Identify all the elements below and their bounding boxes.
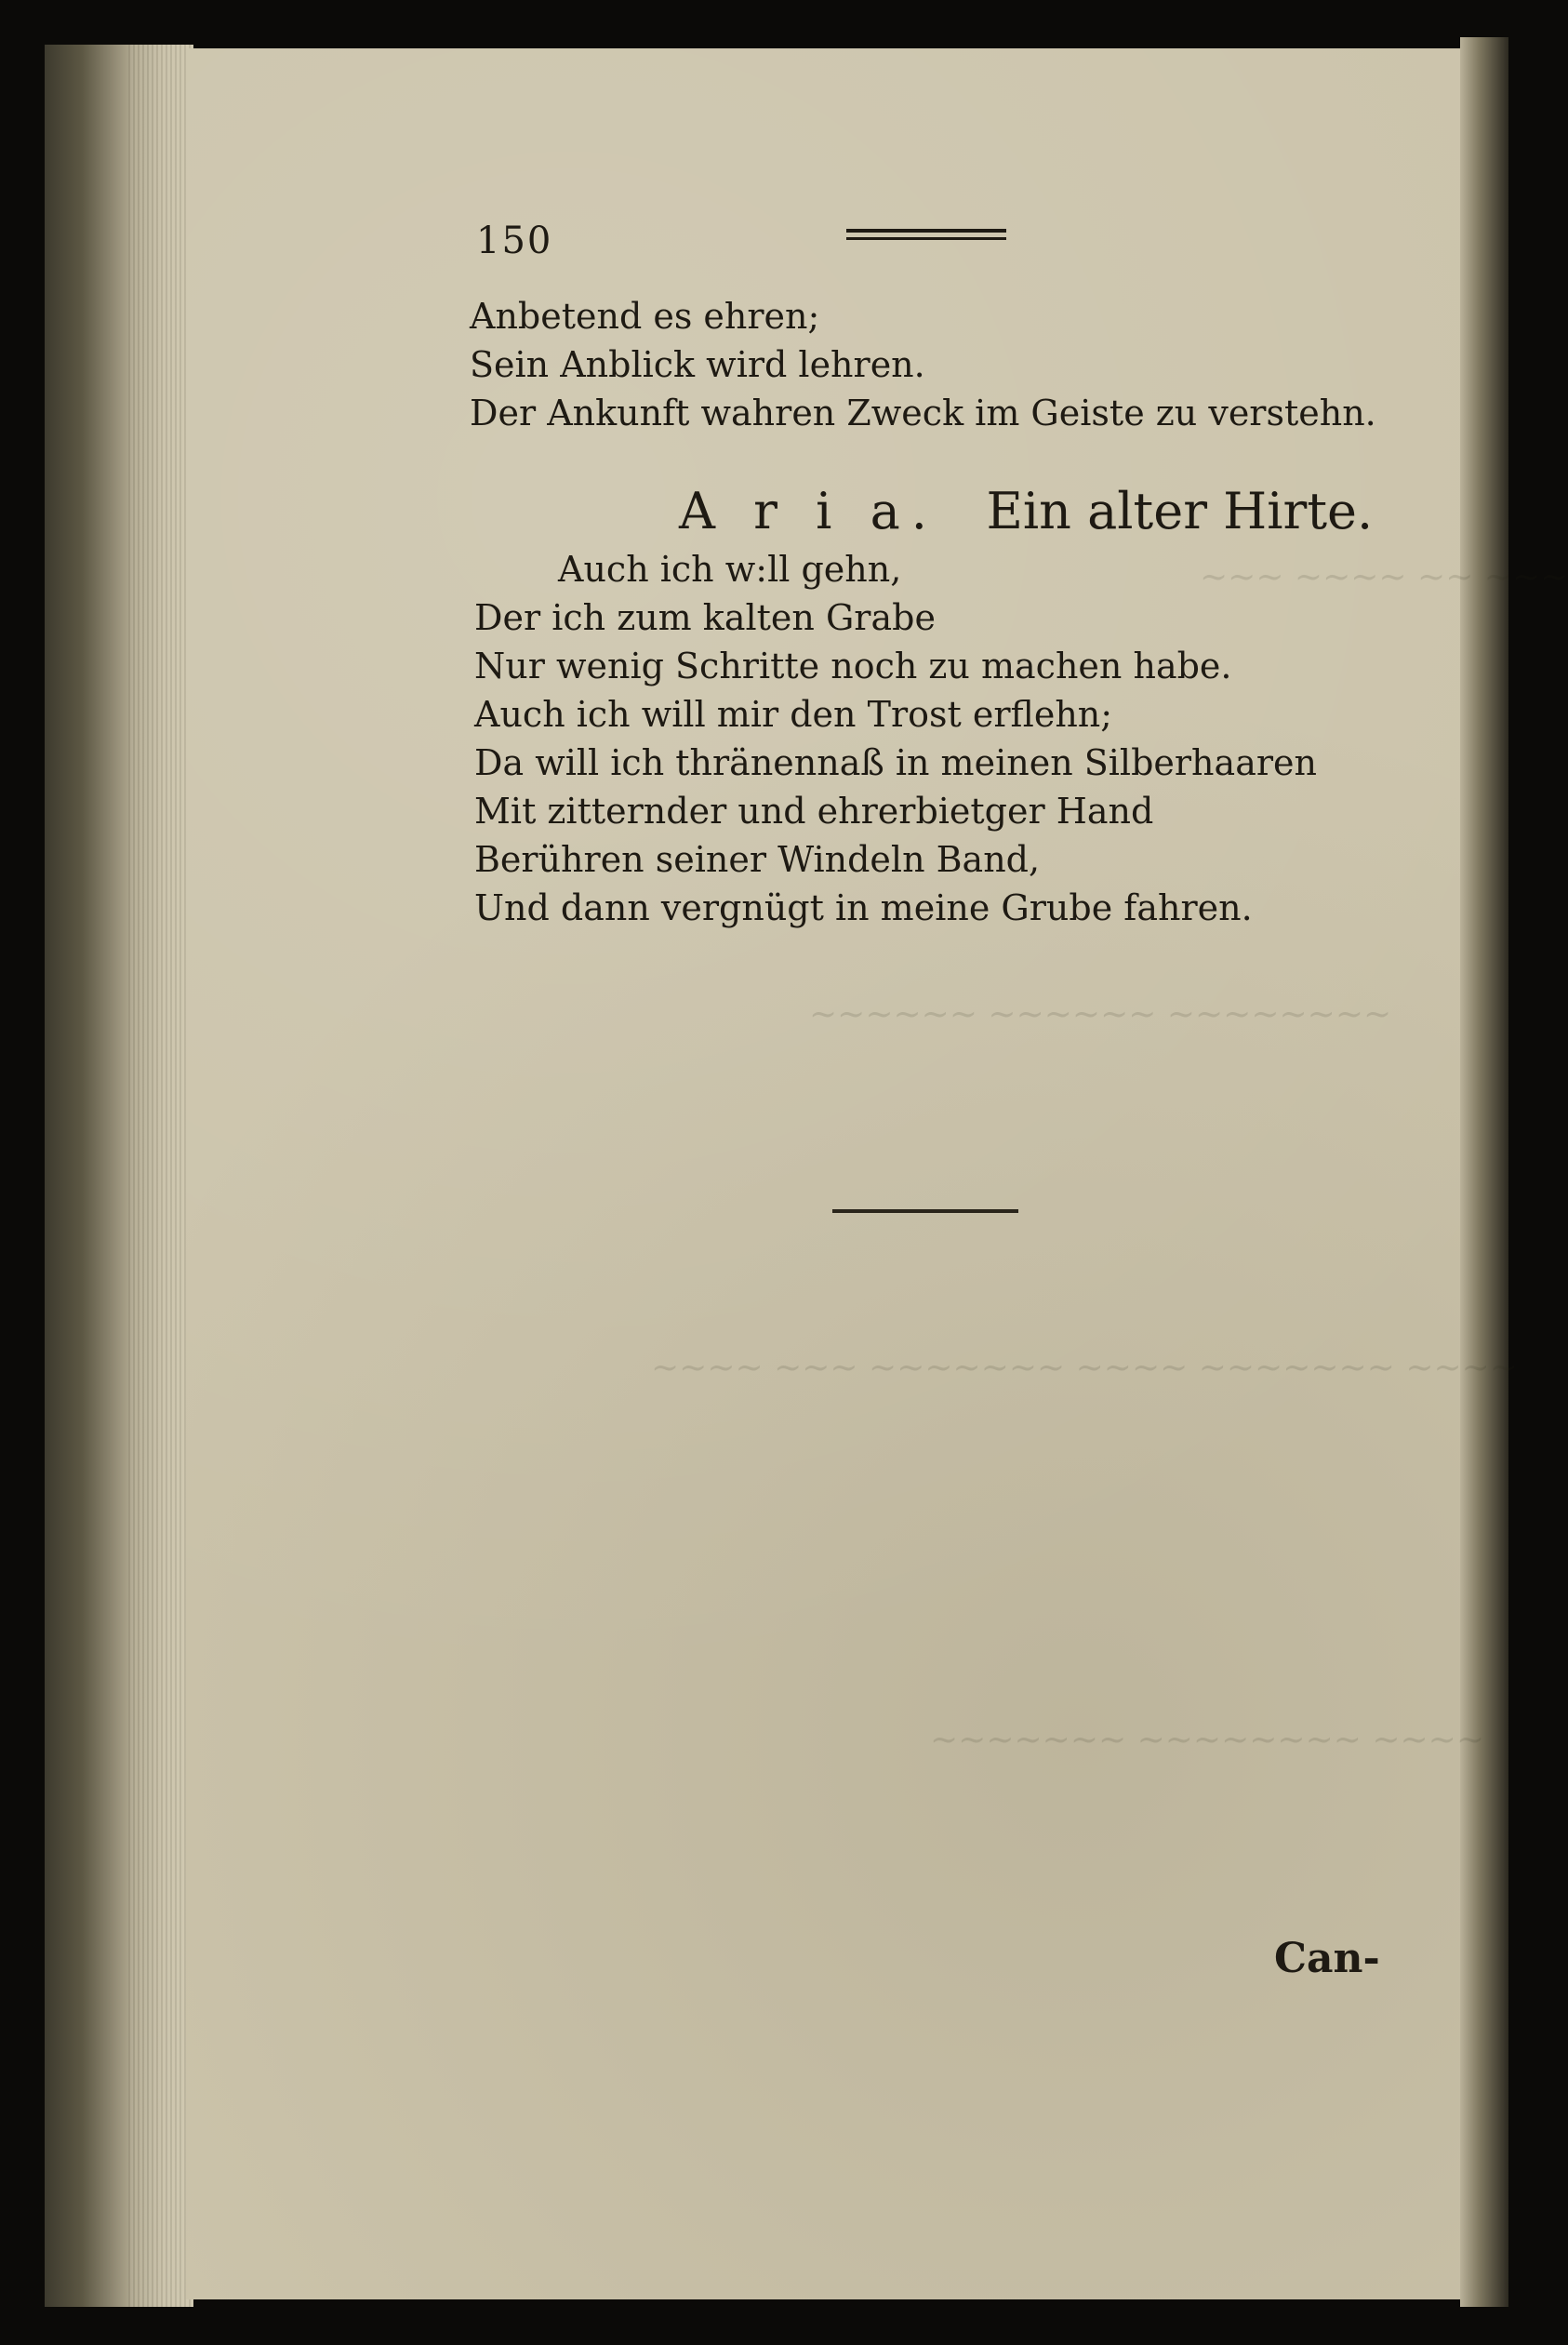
- aria-line: Auch ich will mir den Trost erflehn;: [474, 694, 1113, 735]
- aria-speaker: Ein alter Hirte.: [986, 482, 1374, 540]
- verse-line: Anbetend es ehren;: [470, 296, 820, 337]
- catchword: Can-: [1274, 1935, 1380, 1982]
- page-number: 150: [476, 220, 553, 262]
- aria-line: Der ich zum kalten Grabe: [474, 597, 936, 638]
- aria-line: Berühren seiner Windeln Band,: [474, 839, 1041, 880]
- book-page-edges: [45, 45, 193, 2307]
- header-double-rule: [846, 229, 1006, 240]
- bleed-through: ~~~ ~~~~ ~~ ~~~: [1200, 558, 1568, 596]
- facing-page-edge: [1460, 37, 1508, 2307]
- verse-line: Sein Anblick wird lehren.: [470, 344, 925, 385]
- aria-line: Nur wenig Schritte noch zu machen habe.: [474, 646, 1232, 686]
- section-divider-rule: [832, 1209, 1018, 1213]
- aria-line: Da will ich thränennaß in meinen Silberhaaren: [474, 742, 1317, 783]
- bleed-through: ~~~~ ~~~ ~~~~~~~ ~~~~ ~~~~~~~ ~~~~: [651, 1349, 1518, 1387]
- verse-line: Der Ankunft wahren Zweck im Geiste zu verstehn.: [470, 393, 1376, 433]
- aria-line: Auch ich w:ll gehn,: [558, 549, 902, 590]
- aria-label: A r i a.: [679, 482, 938, 540]
- bleed-through: ~~~~~~ ~~~~~~ ~~~~~~~~: [809, 995, 1392, 1033]
- aria-heading: [679, 482, 1373, 540]
- aria-line: Mit zitternder und ehrerbietger Hand: [474, 791, 1154, 832]
- bleed-through: ~~~~~~~ ~~~~~~~~ ~~~~: [930, 1721, 1485, 1759]
- aria-line: Und dann vergnügt in meine Grube fahren.: [474, 887, 1253, 928]
- book-page: [186, 48, 1460, 2299]
